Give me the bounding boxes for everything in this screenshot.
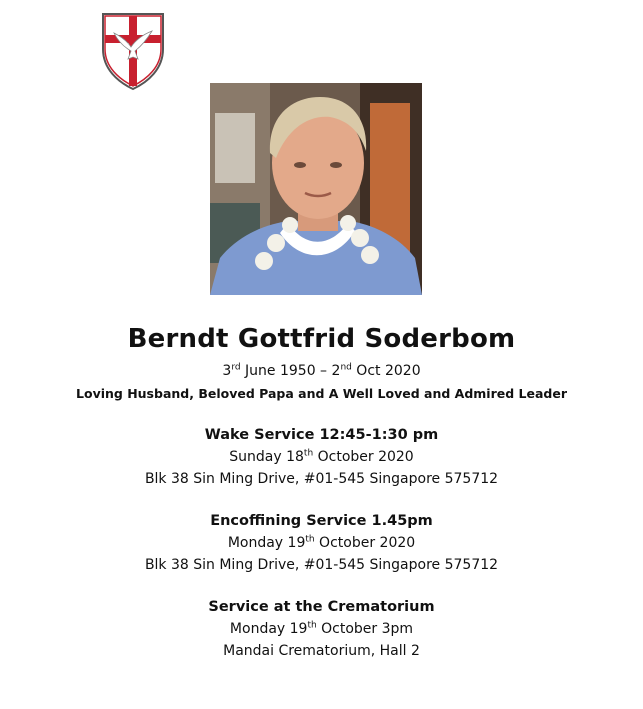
wake-service-section (0, 424, 643, 490)
birth-day-suffix: rd (231, 362, 241, 373)
service-date (0, 532, 643, 554)
service-title: Encoffining Service 1.45pm (210, 513, 433, 529)
service-date-main: Monday 19 (227, 535, 306, 551)
service-date (0, 446, 643, 468)
deceased-name: Berndt Gottfrid Soderbom (127, 324, 516, 354)
service-date-suffix: th (305, 534, 315, 545)
service-date-rest: October 3pm (316, 621, 414, 637)
death-date-rest: Oct 2020 (351, 363, 421, 379)
service-date-rest: October 2020 (313, 449, 414, 465)
service-location: Blk 38 Sin Ming Drive, #01-545 Singapore 575712 (144, 557, 499, 573)
service-date-suffix: th (307, 620, 317, 631)
death-day-suffix: nd (340, 362, 352, 373)
service-date-main: Sunday 18 (229, 449, 304, 465)
service-location: Mandai Crematorium, Hall 2 (223, 643, 420, 659)
crematorium-service-section (0, 596, 643, 662)
service-date-rest: October 2020 (314, 535, 416, 551)
service-title: Wake Service 12:45-1:30 pm (204, 427, 439, 443)
life-dates (0, 361, 643, 381)
birth-day: 3 (222, 363, 232, 379)
portrait-photo (210, 83, 422, 295)
encoffining-service-section (0, 510, 643, 576)
birth-date-rest: June 1950 (240, 363, 316, 379)
service-date (0, 618, 643, 640)
service-date-suffix: th (303, 448, 314, 459)
service-location: Blk 38 Sin Ming Drive, #01-545 Singapore 575712 (144, 471, 499, 487)
death-day: 2 (331, 363, 341, 379)
church-crest-icon (100, 11, 166, 91)
service-title: Service at the Crematorium (208, 599, 435, 615)
date-separator: – (315, 363, 332, 379)
service-date-main: Monday 19 (229, 621, 308, 637)
tagline: Loving Husband, Beloved Papa and A Well Loved and Admired Leader (76, 386, 567, 401)
